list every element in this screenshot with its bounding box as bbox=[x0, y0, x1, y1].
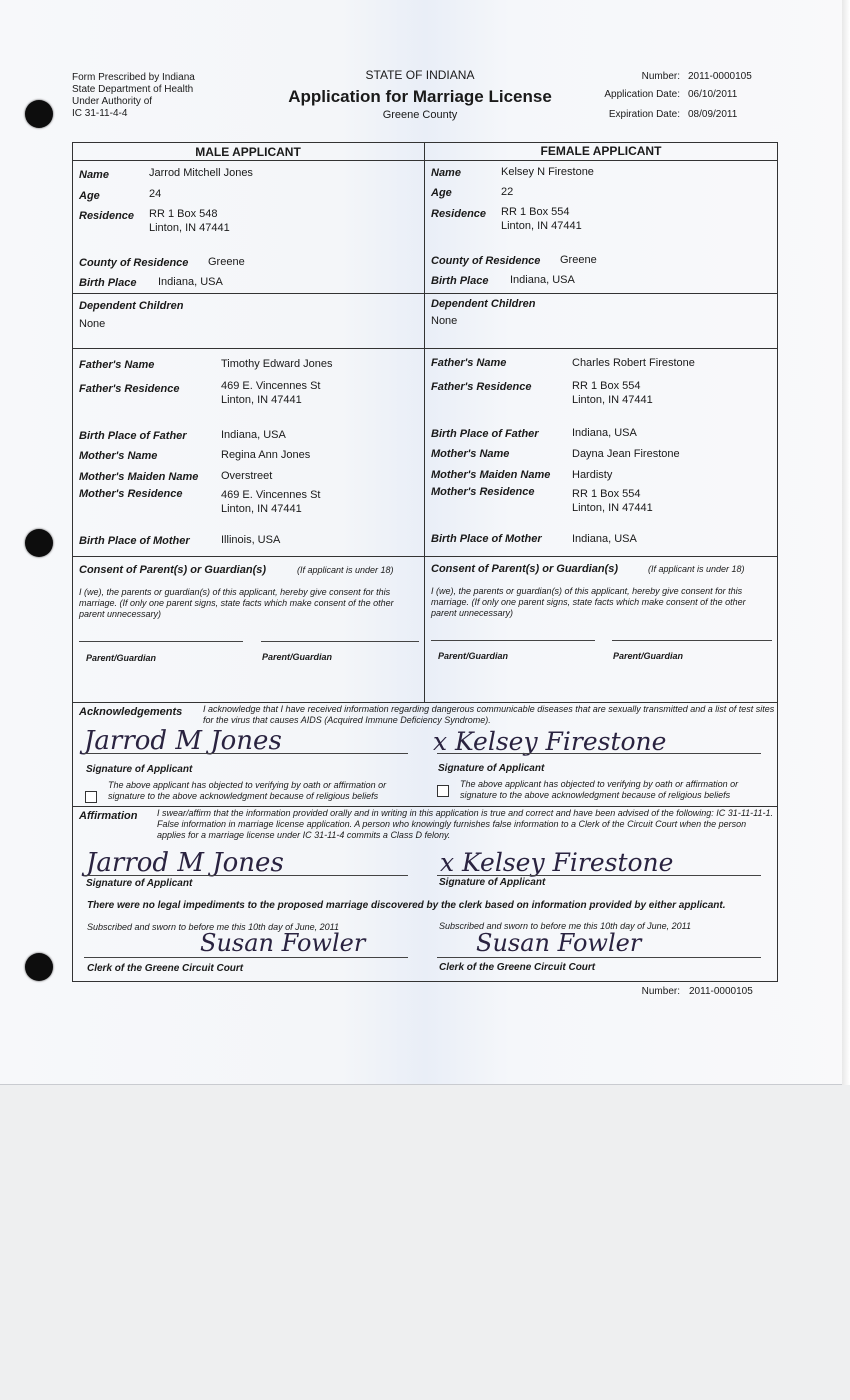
male-mother-maiden-value: Overstreet bbox=[221, 470, 273, 482]
female-county-label: County of Residence bbox=[431, 255, 541, 267]
footer-number-label: Number: bbox=[641, 986, 680, 997]
female-applicant-heading: FEMALE APPLICANT bbox=[540, 144, 662, 158]
female-residence-line2: Linton, IN 47441 bbox=[501, 220, 582, 232]
application-date-value: 06/10/2011 bbox=[688, 89, 738, 100]
female-birthplace-value: Indiana, USA bbox=[510, 274, 575, 286]
number-label: Number: bbox=[641, 71, 680, 82]
female-signature-line bbox=[437, 753, 761, 754]
female-mother-residence-line2: Linton, IN 47441 bbox=[572, 502, 653, 514]
male-father-birthplace-value: Indiana, USA bbox=[221, 429, 286, 441]
row-line bbox=[72, 556, 778, 557]
female-consent-text: I (we), the parents or guardian(s) of this applicant, hereby give consent for this marriage. (If only one parent signs, state facts which make consent of the other parent unnecessary) bbox=[431, 586, 746, 618]
punch-hole bbox=[25, 953, 53, 981]
male-father-residence-line1: 469 E. Vincennes St bbox=[221, 380, 321, 392]
female-residence-line1: RR 1 Box 554 bbox=[501, 206, 570, 218]
application-date-label: Application Date: bbox=[604, 89, 680, 100]
punch-hole bbox=[25, 529, 53, 557]
female-mother-residence-line1: RR 1 Box 554 bbox=[572, 488, 641, 500]
female-clerk-signature-line bbox=[437, 957, 761, 958]
male-mother-birthplace-value: Illinois, USA bbox=[221, 534, 281, 546]
female-mother-residence-label: Mother's Residence bbox=[431, 486, 535, 498]
form-prescribed-block bbox=[72, 72, 195, 120]
male-mother-maiden-label: Mother's Maiden Name bbox=[79, 471, 199, 483]
female-clerk-label: Clerk of the Greene Circuit Court bbox=[439, 962, 596, 973]
male-subscribed-text: Subscribed and sworn to before me this 10th day of June, 2011 bbox=[87, 922, 339, 932]
prescribed-line: Form Prescribed by Indiana bbox=[72, 72, 195, 83]
expiration-date-label: Expiration Date: bbox=[608, 109, 680, 120]
male-objection-text: The above applicant has objected to verifying by oath or affirmation or signature to the above acknowledgment because of religious beliefs bbox=[108, 780, 387, 801]
male-father-birthplace-label: Birth Place of Father bbox=[79, 430, 187, 442]
male-birthplace-value: Indiana, USA bbox=[158, 276, 223, 288]
female-name-value: Kelsey N Firestone bbox=[501, 166, 594, 178]
female-affirmation-signature-label: Signature of Applicant bbox=[439, 877, 546, 888]
affirmation-text: I swear/affirm that the information provided orally and in writing in this application is true and correct and have been advised of the following: IC 31-11-11-1. False information in marriage license application. A person who knowingly furnishes false information to a Clerk of the Circuit Court when the person applies for a marriage license under IC 31-11-4 commits a Class D felony. bbox=[157, 808, 773, 840]
male-name-value: Jarrod Mitchell Jones bbox=[149, 167, 253, 179]
male-father-name-value: Timothy Edward Jones bbox=[221, 358, 333, 370]
female-acknowledgement-signature: x Kelsey Firestone bbox=[433, 727, 667, 756]
state-heading: STATE OF INDIANA bbox=[365, 68, 475, 82]
female-father-residence-label: Father's Residence bbox=[431, 381, 532, 393]
county-heading: Greene County bbox=[382, 109, 458, 121]
female-mother-birthplace-value: Indiana, USA bbox=[572, 533, 637, 545]
acknowledgements-text: I acknowledge that I have received information regarding dangerous communicable diseases that are sexually transmitted and a list of test sites for the virus that causes AIDS (Acquired Immune Deficiency Syndrome). bbox=[203, 704, 775, 725]
female-mother-maiden-value: Hardisty bbox=[572, 469, 613, 481]
female-mother-birthplace-label: Birth Place of Mother bbox=[431, 533, 542, 545]
male-residence-line1: RR 1 Box 548 bbox=[149, 208, 218, 220]
male-father-residence-line2: Linton, IN 47441 bbox=[221, 394, 302, 406]
female-father-residence-line2: Linton, IN 47441 bbox=[572, 394, 653, 406]
female-age-label: Age bbox=[431, 187, 452, 199]
acknowledgements-label: Acknowledgements bbox=[79, 706, 183, 718]
female-clerk-signature: Susan Fowler bbox=[476, 929, 642, 957]
prescribed-line: Under Authority of bbox=[72, 96, 153, 107]
female-affirmation-signature: x Kelsey Firestone bbox=[440, 848, 674, 877]
male-affirmation-signature-line bbox=[84, 875, 408, 876]
male-affirmation-signature: Jarrod M Jones bbox=[86, 848, 284, 878]
female-objection-text: The above applicant has objected to verifying by oath or affirmation or signature to the above acknowledgment because of religious beliefs bbox=[460, 779, 739, 800]
male-parent-guardian-label: Parent/Guardian bbox=[262, 652, 333, 662]
male-mother-residence-line2: Linton, IN 47441 bbox=[221, 503, 302, 515]
no-impediments-statement: There were no legal impediments to the proposed marriage discovered by the clerk based on information provided by either applicant. bbox=[87, 900, 726, 911]
female-objection-checkbox[interactable] bbox=[437, 785, 449, 797]
male-age-label: Age bbox=[79, 190, 100, 202]
row-line bbox=[72, 348, 778, 349]
row-line bbox=[72, 806, 778, 807]
male-mother-name-value: Regina Ann Jones bbox=[221, 449, 311, 461]
expiration-date-value: 08/09/2011 bbox=[688, 109, 738, 120]
female-affirmation-signature-line bbox=[437, 875, 761, 876]
female-parent-guardian-label: Parent/Guardian bbox=[613, 651, 684, 661]
male-mother-birthplace-label: Birth Place of Mother bbox=[79, 535, 190, 547]
male-signature-label: Signature of Applicant bbox=[86, 764, 193, 775]
male-father-name-label: Father's Name bbox=[79, 359, 155, 371]
male-mother-residence-line1: 469 E. Vincennes St bbox=[221, 489, 321, 501]
male-residence-line2: Linton, IN 47441 bbox=[149, 222, 230, 234]
female-parent-signature-line bbox=[431, 640, 595, 641]
female-name-label: Name bbox=[431, 167, 461, 179]
female-parent-guardian-label: Parent/Guardian bbox=[438, 651, 509, 661]
male-age-value: 24 bbox=[149, 188, 162, 200]
male-consent-text: I (we), the parents or guardian(s) of this applicant, hereby give consent for this marriage. (If only one parent signs, state facts which make consent of the other parent unnecessary) bbox=[79, 587, 394, 619]
female-dependent-value: None bbox=[431, 315, 458, 327]
female-mother-maiden-label: Mother's Maiden Name bbox=[431, 469, 551, 481]
male-dependent-label: Dependent Children bbox=[79, 300, 184, 312]
male-acknowledgement-signature: Jarrod M Jones bbox=[84, 726, 282, 756]
male-parent-guardian-label: Parent/Guardian bbox=[86, 653, 157, 663]
male-name-label: Name bbox=[79, 169, 109, 181]
male-county-label: County of Residence bbox=[79, 257, 189, 269]
female-father-birthplace-value: Indiana, USA bbox=[572, 427, 637, 439]
prescribed-line: State Department of Health bbox=[72, 84, 194, 95]
male-affirmation-signature-label: Signature of Applicant bbox=[86, 878, 193, 889]
footer-number-value: 2011-0000105 bbox=[689, 986, 753, 997]
female-parent-signature-line bbox=[612, 640, 772, 641]
male-consent-condition: (If applicant is under 18) bbox=[297, 565, 394, 575]
female-residence-label: Residence bbox=[431, 208, 487, 220]
male-county-value: Greene bbox=[208, 256, 245, 268]
female-father-name-label: Father's Name bbox=[431, 357, 507, 369]
male-residence-label: Residence bbox=[79, 210, 135, 222]
header-row-line bbox=[72, 160, 778, 161]
female-consent-condition: (If applicant is under 18) bbox=[648, 564, 745, 574]
female-age-value: 22 bbox=[501, 186, 514, 198]
page-edge bbox=[842, 0, 850, 1085]
male-clerk-label: Clerk of the Greene Circuit Court bbox=[87, 963, 244, 974]
female-mother-name-value: Dayna Jean Firestone bbox=[572, 448, 680, 460]
male-father-residence-label: Father's Residence bbox=[79, 383, 180, 395]
punch-hole bbox=[25, 100, 53, 128]
female-father-birthplace-label: Birth Place of Father bbox=[431, 428, 539, 440]
female-dependent-label: Dependent Children bbox=[431, 298, 536, 310]
row-line bbox=[72, 293, 778, 294]
number-value: 2011-0000105 bbox=[688, 71, 752, 82]
female-subscribed-text: Subscribed and sworn to before me this 10th day of June, 2011 bbox=[439, 921, 691, 931]
male-parent-signature-line bbox=[261, 641, 419, 642]
male-consent-title: Consent of Parent(s) or Guardian(s) bbox=[79, 564, 267, 576]
row-line bbox=[72, 702, 778, 703]
male-signature-line bbox=[84, 753, 408, 754]
female-signature-label: Signature of Applicant bbox=[438, 763, 545, 774]
female-father-residence-line1: RR 1 Box 554 bbox=[572, 380, 641, 392]
male-applicant-heading: MALE APPLICANT bbox=[195, 145, 301, 159]
affirmation-label: Affirmation bbox=[79, 810, 138, 822]
male-mother-residence-label: Mother's Residence bbox=[79, 488, 183, 500]
column-divider bbox=[424, 142, 425, 702]
male-clerk-signature: Susan Fowler bbox=[200, 929, 366, 957]
male-parent-signature-line bbox=[79, 641, 243, 642]
female-father-name-value: Charles Robert Firestone bbox=[572, 357, 695, 369]
female-county-value: Greene bbox=[560, 254, 597, 266]
female-birthplace-label: Birth Place bbox=[431, 275, 489, 287]
female-consent-title: Consent of Parent(s) or Guardian(s) bbox=[431, 563, 619, 575]
male-birthplace-label: Birth Place bbox=[79, 277, 137, 289]
female-mother-name-label: Mother's Name bbox=[431, 448, 510, 460]
male-mother-name-label: Mother's Name bbox=[79, 450, 158, 462]
male-dependent-value: None bbox=[79, 318, 106, 330]
page-title: Application for Marriage License bbox=[288, 87, 552, 106]
male-objection-checkbox[interactable] bbox=[85, 791, 97, 803]
male-clerk-signature-line bbox=[84, 957, 408, 958]
prescribed-line: IC 31-11-4-4 bbox=[72, 108, 128, 119]
